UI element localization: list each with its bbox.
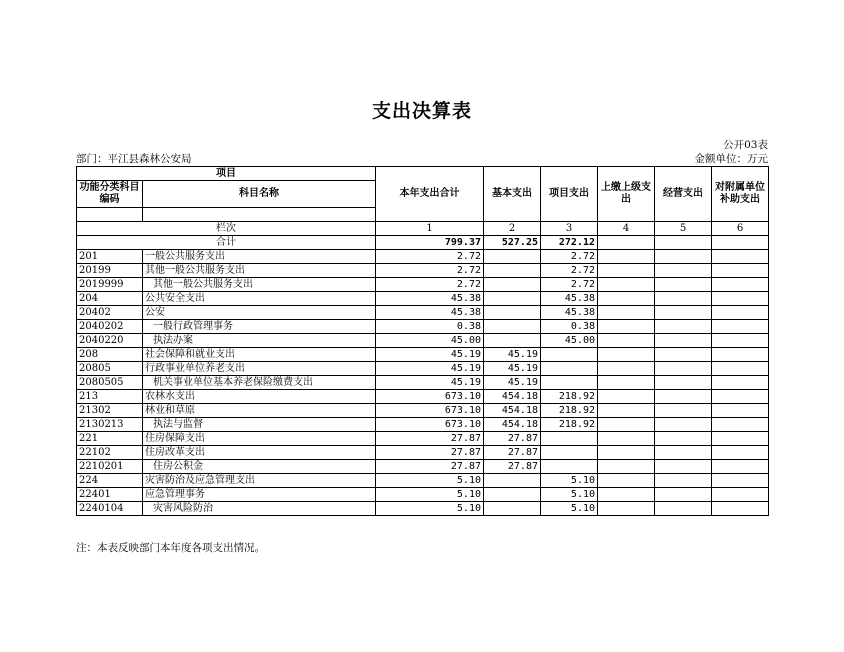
- row-project: [541, 376, 598, 390]
- table-row: [77, 362, 769, 376]
- total-header: 本年支出合计: [376, 167, 484, 222]
- row-business: [655, 418, 712, 432]
- row-subsidy: [712, 292, 769, 306]
- row-upper: [598, 348, 655, 362]
- row-name: 其他一般公共服务支出: [143, 264, 376, 278]
- row-code: 221: [77, 432, 143, 446]
- total-project: 272.12: [541, 236, 598, 250]
- row-project: 218.92: [541, 404, 598, 418]
- row-upper: [598, 334, 655, 348]
- total-business: [655, 236, 712, 250]
- row-total: 27.87: [376, 460, 484, 474]
- row-subsidy: [712, 348, 769, 362]
- row-basic: 454.18: [484, 404, 541, 418]
- row-total: 5.10: [376, 502, 484, 516]
- column-number-row: [77, 222, 769, 236]
- row-business: [655, 264, 712, 278]
- row-subsidy: [712, 362, 769, 376]
- row-subsidy: [712, 278, 769, 292]
- row-code: 20805: [77, 362, 143, 376]
- row-basic: 45.19: [484, 348, 541, 362]
- total-subsidy: [712, 236, 769, 250]
- table-row: [77, 292, 769, 306]
- table-row: [77, 474, 769, 488]
- row-project: 5.10: [541, 502, 598, 516]
- table-row: [77, 278, 769, 292]
- row-code: 22401: [77, 488, 143, 502]
- row-name: 住房改革支出: [143, 446, 376, 460]
- row-name: 林业和草原: [143, 404, 376, 418]
- row-subsidy: [712, 376, 769, 390]
- row-name: 执法与监督: [143, 418, 376, 432]
- row-upper: [598, 418, 655, 432]
- business-header: 经营支出: [655, 167, 712, 222]
- row-upper: [598, 320, 655, 334]
- row-project: [541, 432, 598, 446]
- row-name: 一般公共服务支出: [143, 250, 376, 264]
- row-subsidy: [712, 460, 769, 474]
- row-code: 22102: [77, 446, 143, 460]
- row-subsidy: [712, 446, 769, 460]
- column-number: 4: [598, 222, 655, 236]
- row-name: 一般行政管理事务: [143, 320, 376, 334]
- table-row: [77, 320, 769, 334]
- row-project: 2.72: [541, 250, 598, 264]
- row-project: 2.72: [541, 278, 598, 292]
- row-upper: [598, 278, 655, 292]
- department-label: 部门：平江县森林公安局: [76, 153, 192, 165]
- row-code: 204: [77, 292, 143, 306]
- row-subsidy: [712, 306, 769, 320]
- row-total: 2.72: [376, 264, 484, 278]
- row-project: 0.38: [541, 320, 598, 334]
- row-total: 45.38: [376, 306, 484, 320]
- row-project: 45.00: [541, 334, 598, 348]
- row-subsidy: [712, 320, 769, 334]
- row-upper: [598, 264, 655, 278]
- row-total: 27.87: [376, 446, 484, 460]
- row-project: 5.10: [541, 488, 598, 502]
- row-business: [655, 488, 712, 502]
- row-subsidy: [712, 502, 769, 516]
- row-subsidy: [712, 432, 769, 446]
- row-name: 社会保障和就业支出: [143, 348, 376, 362]
- row-basic: [484, 334, 541, 348]
- row-subsidy: [712, 250, 769, 264]
- row-business: [655, 292, 712, 306]
- row-total: 27.87: [376, 432, 484, 446]
- footnote: 注：本表反映部门本年度各项支出情况。: [76, 542, 265, 554]
- row-upper: [598, 292, 655, 306]
- row-project: 5.10: [541, 474, 598, 488]
- row-upper: [598, 362, 655, 376]
- row-total: 45.19: [376, 362, 484, 376]
- table-row: [77, 348, 769, 362]
- row-code: 2040202: [77, 320, 143, 334]
- table-row: [77, 432, 769, 446]
- total-basic: 527.25: [484, 236, 541, 250]
- row-name: 农林水支出: [143, 390, 376, 404]
- row-basic: [484, 502, 541, 516]
- row-upper: [598, 404, 655, 418]
- row-upper: [598, 474, 655, 488]
- row-upper: [598, 446, 655, 460]
- row-basic: 27.87: [484, 432, 541, 446]
- row-basic: [484, 474, 541, 488]
- row-code: 213: [77, 390, 143, 404]
- row-total: 673.10: [376, 418, 484, 432]
- row-name: 行政事业单位养老支出: [143, 362, 376, 376]
- row-total: 5.10: [376, 488, 484, 502]
- row-project: [541, 362, 598, 376]
- table-row: [77, 390, 769, 404]
- row-project: 218.92: [541, 418, 598, 432]
- column-number: 2: [484, 222, 541, 236]
- total-upper: [598, 236, 655, 250]
- table-row: [77, 334, 769, 348]
- row-basic: [484, 320, 541, 334]
- row-name: 公安: [143, 306, 376, 320]
- table-row: [77, 250, 769, 264]
- row-business: [655, 348, 712, 362]
- row-business: [655, 390, 712, 404]
- total-label: 合计: [77, 236, 376, 250]
- total-row: [77, 236, 769, 250]
- table-number: 公开03表: [723, 139, 768, 151]
- row-total: 45.19: [376, 348, 484, 362]
- row-name: 公共安全支出: [143, 292, 376, 306]
- column-number: 3: [541, 222, 598, 236]
- row-basic: 454.18: [484, 390, 541, 404]
- row-business: [655, 306, 712, 320]
- subject-name-header: 科目名称: [143, 181, 376, 208]
- project-header: 项目支出: [541, 167, 598, 222]
- row-total: 2.72: [376, 250, 484, 264]
- row-basic: 454.18: [484, 418, 541, 432]
- row-code: 208: [77, 348, 143, 362]
- row-total: 2.72: [376, 278, 484, 292]
- row-subsidy: [712, 418, 769, 432]
- row-total: 673.10: [376, 404, 484, 418]
- row-subsidy: [712, 334, 769, 348]
- row-upper: [598, 502, 655, 516]
- item-header: 项目: [77, 167, 376, 181]
- row-basic: [484, 488, 541, 502]
- column-number: 6: [712, 222, 769, 236]
- row-business: [655, 474, 712, 488]
- row-business: [655, 460, 712, 474]
- column-number: 1: [376, 222, 484, 236]
- row-project: 45.38: [541, 292, 598, 306]
- row-code: 2040220: [77, 334, 143, 348]
- expenditure-table: [76, 166, 769, 516]
- row-project: 2.72: [541, 264, 598, 278]
- row-upper: [598, 306, 655, 320]
- row-upper: [598, 250, 655, 264]
- row-code: 21302: [77, 404, 143, 418]
- row-name: 其他一般公共服务支出: [143, 278, 376, 292]
- row-code: 2130213: [77, 418, 143, 432]
- total-amount: 799.37: [376, 236, 484, 250]
- row-name: 机关事业单位基本养老保险缴费支出: [143, 376, 376, 390]
- row-business: [655, 362, 712, 376]
- upper-header: 上缴上级支出: [598, 167, 655, 222]
- row-subsidy: [712, 488, 769, 502]
- row-total: 5.10: [376, 474, 484, 488]
- table-row: [77, 446, 769, 460]
- row-upper: [598, 390, 655, 404]
- row-upper: [598, 488, 655, 502]
- row-project: [541, 446, 598, 460]
- row-business: [655, 278, 712, 292]
- table-row: [77, 376, 769, 390]
- row-business: [655, 446, 712, 460]
- subsidy-header: 对附属单位补助支出: [712, 167, 769, 222]
- row-business: [655, 432, 712, 446]
- row-name: 灾害风险防治: [143, 502, 376, 516]
- row-basic: [484, 306, 541, 320]
- row-business: [655, 404, 712, 418]
- row-total: 673.10: [376, 390, 484, 404]
- row-name: 住房公积金: [143, 460, 376, 474]
- row-code: 2080505: [77, 376, 143, 390]
- row-name: 灾害防治及应急管理支出: [143, 474, 376, 488]
- blank-cell: [77, 208, 143, 222]
- row-basic: [484, 250, 541, 264]
- row-business: [655, 320, 712, 334]
- row-code: 2240104: [77, 502, 143, 516]
- row-basic: [484, 264, 541, 278]
- row-project: [541, 348, 598, 362]
- row-total: 45.19: [376, 376, 484, 390]
- row-total: 0.38: [376, 320, 484, 334]
- column-number-label: 栏次: [77, 222, 376, 236]
- row-code: 20402: [77, 306, 143, 320]
- row-upper: [598, 460, 655, 474]
- table-row: [77, 264, 769, 278]
- row-basic: [484, 292, 541, 306]
- row-basic: 27.87: [484, 446, 541, 460]
- row-business: [655, 250, 712, 264]
- row-name: 执法办案: [143, 334, 376, 348]
- basic-header: 基本支出: [484, 167, 541, 222]
- func-code-header: 功能分类科目编码: [77, 181, 143, 208]
- column-number: 5: [655, 222, 712, 236]
- row-basic: 27.87: [484, 460, 541, 474]
- page-title: 支出决算表: [371, 100, 472, 122]
- row-code: 2019999: [77, 278, 143, 292]
- table-row: [77, 460, 769, 474]
- row-business: [655, 376, 712, 390]
- table-row: [77, 418, 769, 432]
- table-row: [77, 488, 769, 502]
- unit-label: 金额单位：万元: [694, 153, 768, 165]
- row-project: [541, 460, 598, 474]
- row-name: 应急管理事务: [143, 488, 376, 502]
- row-total: 45.38: [376, 292, 484, 306]
- row-code: 2210201: [77, 460, 143, 474]
- row-upper: [598, 432, 655, 446]
- row-basic: 45.19: [484, 362, 541, 376]
- table-row: [77, 306, 769, 320]
- row-total: 45.00: [376, 334, 484, 348]
- row-subsidy: [712, 390, 769, 404]
- row-subsidy: [712, 404, 769, 418]
- row-basic: 45.19: [484, 376, 541, 390]
- blank-cell: [143, 208, 376, 222]
- row-code: 224: [77, 474, 143, 488]
- row-basic: [484, 278, 541, 292]
- row-project: 45.38: [541, 306, 598, 320]
- row-subsidy: [712, 474, 769, 488]
- table-row: [77, 404, 769, 418]
- row-code: 201: [77, 250, 143, 264]
- row-business: [655, 502, 712, 516]
- table-row: [77, 502, 769, 516]
- row-business: [655, 334, 712, 348]
- header-row-1: [77, 167, 769, 181]
- row-subsidy: [712, 264, 769, 278]
- row-name: 住房保障支出: [143, 432, 376, 446]
- row-project: 218.92: [541, 390, 598, 404]
- row-code: 20199: [77, 264, 143, 278]
- row-upper: [598, 376, 655, 390]
